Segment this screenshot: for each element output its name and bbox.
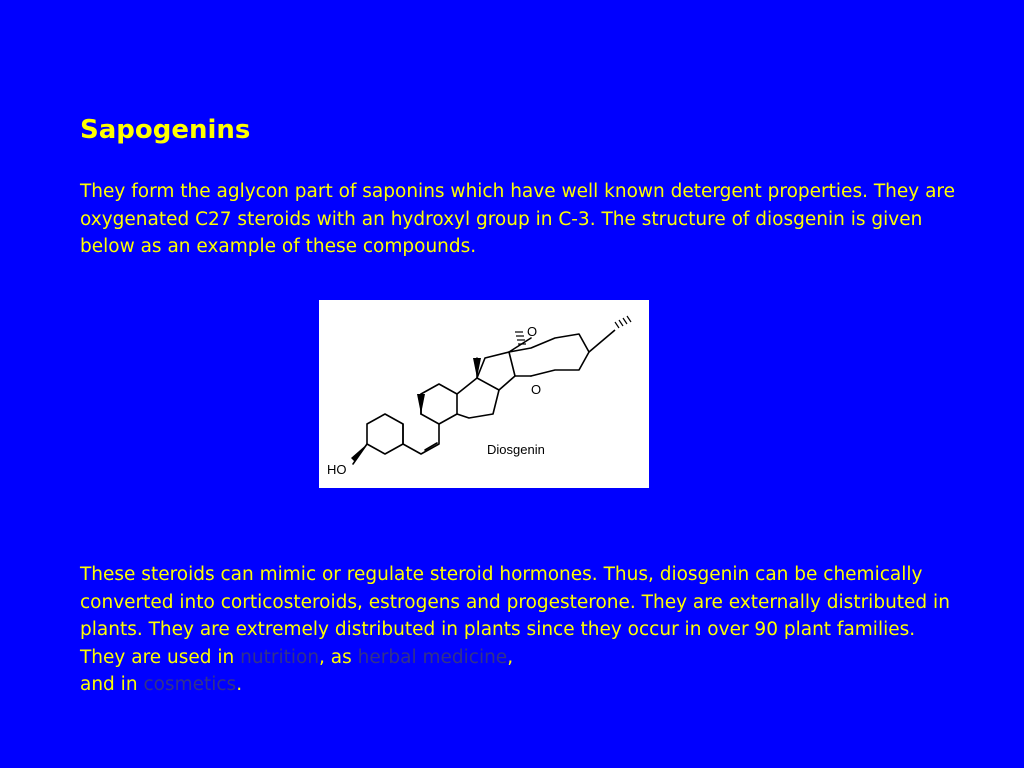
compound-label: Diosgenin	[487, 442, 545, 457]
herbal-medicine-link[interactable]: herbal medicine	[357, 646, 508, 668]
body-text-3: ,	[507, 646, 514, 668]
ring-oxygen-label-1: O	[527, 324, 538, 339]
ring-a	[367, 414, 403, 454]
wedge-methyl-c13	[473, 358, 481, 378]
body-text-2: , as	[319, 646, 358, 668]
ring-oxygen-label-2: O	[531, 382, 542, 397]
body-text-1: These steroids can mimic or regulate steroid hormones. Thus, diosgenin can be chemically converted into corticosteroids, estrogens and progesterone. They are externally distributed in plants. They are extremely distributed in plants since they occur in over 90 plant families. They are used in	[80, 564, 950, 668]
ring-c	[421, 384, 457, 424]
ring-d	[457, 378, 499, 418]
hashed-methyl-c25	[615, 316, 631, 328]
nutrition-link[interactable]: nutrition	[240, 646, 320, 668]
wedge-hydroxyl	[351, 444, 367, 462]
hydroxyl-label: HO	[327, 462, 347, 477]
ring-e	[477, 352, 515, 390]
diosgenin-structure-figure	[319, 300, 649, 488]
ring-f-methyl-bond	[589, 330, 615, 352]
ring-b	[403, 414, 439, 454]
cosmetics-link[interactable]: cosmetics	[143, 674, 237, 695]
body-paragraph	[80, 561, 960, 699]
body-text-4: and in	[80, 674, 144, 695]
diosgenin-structure-diagram	[319, 300, 649, 488]
body-text-5: .	[236, 674, 243, 695]
wedge-methyl-c10	[417, 394, 425, 414]
slide-title: Sapogenins	[80, 115, 251, 145]
intro-paragraph: They form the aglycon part of saponins which have well known detergent properties. They are oxygenated C27 steroids with an hydroxyl group in C-3. The structure of diosgenin is given below as an example of these compounds.	[80, 181, 955, 257]
